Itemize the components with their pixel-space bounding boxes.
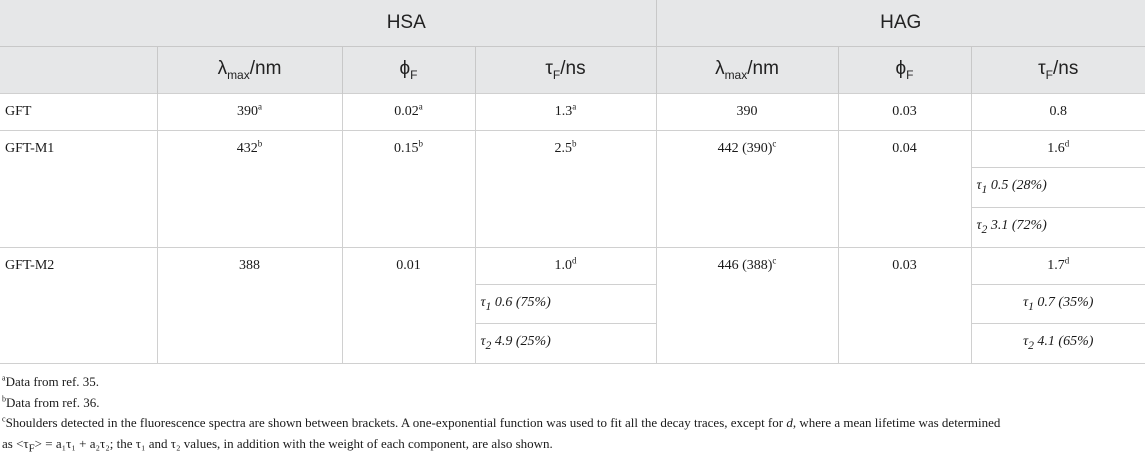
- cell-m1-hag-tau: 1.6$^d$: [971, 131, 1145, 168]
- cell-m2-hag-tau: 1.7$^d$: [971, 247, 1145, 284]
- cell-gft-hag-lmax: 390: [656, 94, 838, 131]
- col-header-hsa-phi: $\phi_F$: [342, 47, 475, 94]
- cell-m1-hag-lmax: 442 $(390)^c$: [656, 131, 838, 248]
- row-label-gft-m1: GFT-M1: [0, 131, 157, 248]
- col-header-hsa-tau: $\tau_F/ns$: [475, 47, 656, 94]
- cell-gft-hsa-phi: 0.02$^a$: [342, 94, 475, 131]
- cell-m2-hag-tau1: $\tau_1$ 0.7 (35%): [971, 284, 1145, 324]
- cell-m2-hag-tau2: $\tau_2$ 4.1 (65%): [971, 324, 1145, 364]
- header-corner: [0, 0, 157, 47]
- header-group-row: [0, 0, 1145, 47]
- cell-gft-hag-phi: 0.03: [838, 94, 971, 131]
- cell-m1-hsa-tau: 2.5$^b$: [475, 131, 656, 248]
- cell-m2-hsa-tau2: $\tau_2$ 4.9 (25%): [475, 324, 656, 364]
- cell-m2-hsa-phi: 0.01: [342, 247, 475, 364]
- cell-m1-hsa-phi: 0.15$^b$: [342, 131, 475, 248]
- cell-m1-hag-tau1: $\tau_1$ 0.5 (28%): [971, 168, 1145, 208]
- cell-m1-hag-phi: 0.04: [838, 131, 971, 248]
- cell-gft-hsa-lmax: 390$^a$: [157, 94, 342, 131]
- row-label-gft: GFT: [0, 94, 157, 131]
- table-footnotes: [0, 364, 1145, 459]
- header-column-row: [0, 47, 1145, 94]
- table-row: [0, 94, 1145, 131]
- row-label-gft-m2: GFT-M2: [0, 247, 157, 364]
- col-header-hag-tau: $\tau_F/ns$: [971, 47, 1145, 94]
- col-header-hsa-lmax: $\lambda_{max}/nm$: [157, 47, 342, 94]
- col-header-hag-lmax: $\lambda_{max}/nm$: [656, 47, 838, 94]
- cell-m1-hsa-lmax: 432$^b$: [157, 131, 342, 248]
- header-blank: [0, 47, 157, 94]
- footnote-a: $^a$Data from ref. 35.: [2, 373, 100, 390]
- group-header-hsa: HSA: [157, 0, 656, 47]
- footnote-c: $^c$Shoulders detected in the fluorescence spectra are shown between brackets. A one-exponential function was used to fit all the decay traces, except for d, where a mean lifetime was determined as $<\tau_F> = a_1\tau_1 + a_2\tau_2$; the τ₁ and τ₂ values, in addition with the weight of each component, are also shown.: [2, 414, 1001, 455]
- cell-m2-hsa-lmax: 388: [157, 247, 342, 364]
- group-header-hag: HAG: [656, 0, 1145, 47]
- footnote-b: $^b$Data from ref. 36.: [2, 394, 100, 410]
- cell-m2-hsa-tau1: $\tau_1$ 0.6 (75%): [475, 284, 656, 324]
- cell-m1-hag-tau2: $\tau_2$ 3.1 (72%): [971, 207, 1145, 247]
- cell-gft-hag-tau: 0.8: [971, 94, 1145, 131]
- table-header: [0, 0, 1145, 94]
- cell-m2-hsa-tau: 1.0$^d$: [475, 247, 656, 284]
- table-row: [0, 131, 1145, 168]
- cell-gft-hsa-tau: 1.3$^a$: [475, 94, 656, 131]
- col-header-hag-phi: $\phi_F$: [838, 47, 971, 94]
- table-row: [0, 247, 1145, 284]
- cell-m2-hag-phi: 0.03: [838, 247, 971, 364]
- table-body: [0, 94, 1145, 364]
- cell-m2-hag-lmax: 446 $(388)^c$: [656, 247, 838, 364]
